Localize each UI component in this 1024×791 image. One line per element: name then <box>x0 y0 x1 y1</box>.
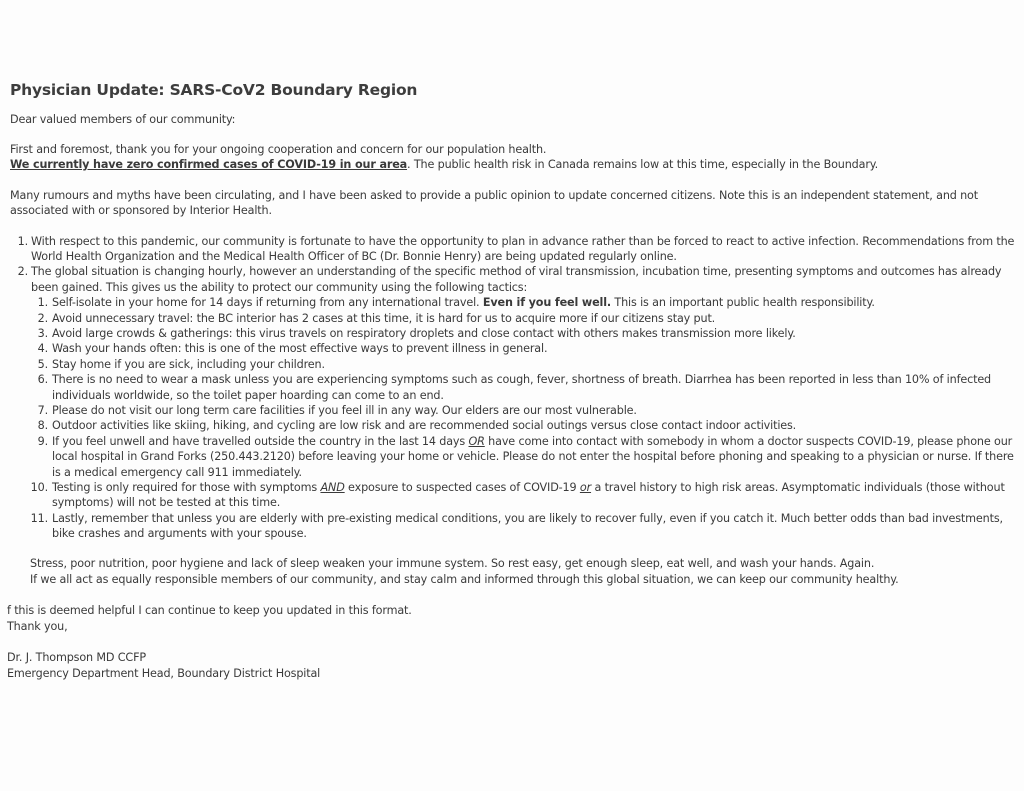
closing-line-1: Stress, poor nutrition, poor hygiene and lack of sleep weaken your immune system. So rest easy, get enough sleep, eat well, and wash your hands. Again. <box>30 556 875 570</box>
tactic-text: Avoid large crowds & gatherings: this virus travels on respiratory droplets and close contact with others makes transmission more likely. <box>52 326 796 340</box>
list-number: 9. <box>37 434 48 448</box>
list-number: 8. <box>37 419 48 433</box>
tactic-text: There is no need to wear a mask unless you are experiencing symptoms such as cough, fever, shortness of breath. Diarrhea has been reported in less than 10% of infected individuals worldwide, so the toilet paper hoarding can come to an end. <box>52 373 992 402</box>
tactic-item <box>31 311 1015 326</box>
greeting: Dear valued members of our community: <box>10 113 236 126</box>
or-emphasis: OR <box>468 434 485 448</box>
list-number: 6. <box>37 373 48 387</box>
list-item-text: The global situation is changing hourly, however an understanding of the specific method of viral transmission, incubation time, presenting symptoms and outcomes has already been gained. This gives us the ability to protect our community using the following tactics: <box>31 265 1002 294</box>
signature-role: Emergency Department Head, Boundary District Hospital <box>7 666 321 680</box>
closing-line-2: If we all act as equally responsible members of our community, and stay calm and informed through this global situation, we can keep our community healthy. <box>30 572 899 586</box>
list-number: 1. <box>37 296 48 310</box>
tactic-text: Self-isolate in your home for 14 days if returning from any international travel. <box>52 296 483 310</box>
list-item <box>10 234 1015 265</box>
tactic-item <box>31 295 1015 310</box>
tactic-item <box>31 403 1015 418</box>
list-number: 11. <box>30 511 48 525</box>
outro <box>7 603 1015 635</box>
rumours-paragraph: Many rumours and myths have been circulating, and I have been asked to provide a public opinion to update concerned citizens. Note this is an independent statement, and not associated with or sponsored by Interior Health. <box>10 188 978 217</box>
signature-block <box>7 650 1015 682</box>
and-emphasis: AND <box>320 481 345 494</box>
tactic-text: Lastly, remember that unless you are elderly with pre-existing medical conditions, you are likely to recover fully, even if you catch it. Much better odds than bad investments, bike crashes and arguments with your spouse. <box>52 511 1003 541</box>
outro-thank-you: Thank you, <box>7 619 68 633</box>
intro-line-1: First and foremost, thank you for your ongoing cooperation and concern for our population health. <box>10 142 547 156</box>
or-emphasis: or <box>579 481 592 494</box>
list-number: 3. <box>37 326 48 340</box>
tactic-text: Outdoor activities like skiing, hiking, and cycling are low risk and are recommended social outings versus close contact indoor activities. <box>52 419 797 433</box>
closing-paragraph <box>10 556 1015 588</box>
list-item-text: With respect to this pandemic, our community is fortunate to have the opportunity to plan in advance rather than be forced to react to active infection. Recommendations from the World Health Organization and the Medical Health Officer of BC (Dr. Bonnie Henry) are being updated regularly online. <box>31 234 1015 263</box>
intro-line-2-rest: . The public health risk in Canada remains low at this time, especially in the Boundary. <box>407 158 879 171</box>
zero-cases-emphasis: We currently have zero confirmed cases of COVID-19 in our area <box>10 158 408 171</box>
tactic-item <box>31 480 1015 511</box>
list-number: 7. <box>37 403 48 417</box>
signature-name: Dr. J. Thompson MD CCFP <box>7 650 146 664</box>
list-number: 1. <box>17 234 28 248</box>
tactic-item <box>31 326 1015 341</box>
tactic-emphasis: Even if you feel well. <box>482 296 612 310</box>
list-number: 2. <box>17 265 28 279</box>
tactic-text: have come into contact with somebody in whom a doctor suspects COVID-19, please phone our local hospital in Grand Forks (250.443.2120) before leaving your home or vehicle. Please do not enter the hospital before phoning and speaking to a physician or nurse. If there is a medical emergency call 911 immediately. <box>52 434 1014 479</box>
tactic-text: Please do not visit our long term care facilities if you feel ill in any way. Our elders are our most vulnerable. <box>52 403 637 417</box>
tactic-item <box>31 418 1015 433</box>
tactic-text: Stay home if you are sick, including your children. <box>52 357 325 371</box>
intro-paragraph <box>10 142 1015 173</box>
tactic-text: Testing is only required for those with symptoms <box>52 481 321 494</box>
main-points-list <box>10 234 1015 542</box>
letter-page <box>7 80 1015 682</box>
list-number: 5. <box>37 357 48 371</box>
outro-line-1: f this is deemed helpful I can continue to keep you updated in this format. <box>7 603 412 617</box>
tactic-text: If you feel unwell and have travelled outside the country in the last 14 days <box>52 434 469 448</box>
tactic-text: This is an important public health responsibility. <box>611 296 875 310</box>
tactic-text: exposure to suspected cases of COVID-19 <box>344 481 580 494</box>
tactics-list <box>31 295 1015 542</box>
tactic-item <box>31 372 1015 403</box>
tactic-item <box>31 341 1015 356</box>
document-title: Physician Update: SARS-CoV2 Boundary Region <box>10 81 418 99</box>
tactic-text: a travel history to high risk areas. Asymptomatic individuals (those without symptoms) will not be tested at this time. <box>52 481 1005 510</box>
list-number: 10. <box>30 481 48 494</box>
list-item <box>10 264 1015 541</box>
tactic-item <box>31 434 1015 480</box>
tactic-item <box>31 357 1015 372</box>
tactic-item <box>31 511 1015 542</box>
intro-line-2 <box>10 157 1015 173</box>
list-number: 4. <box>37 342 48 356</box>
tactic-text: Avoid unnecessary travel: the BC interior has 2 cases at this time, it is hard for us to acquire more if our citizens stay put. <box>52 311 716 325</box>
tactic-text: Wash your hands often: this is one of the most effective ways to prevent illness in general. <box>52 342 548 356</box>
list-number: 2. <box>37 311 48 325</box>
